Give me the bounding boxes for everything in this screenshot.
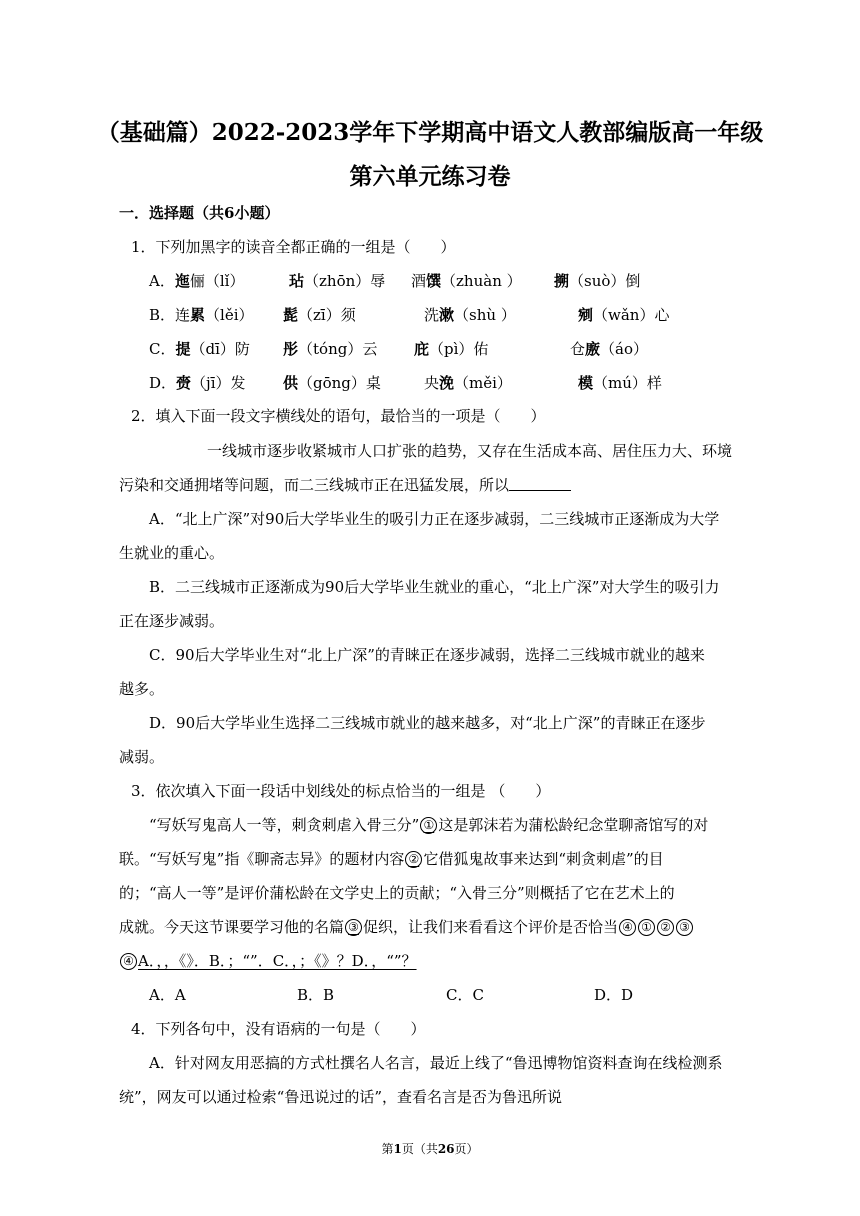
q3-passage-line4 [119,916,694,937]
q3-passage-line1 [149,814,708,835]
q1-d-pinyin2: （gōng）桌 [298,374,381,392]
q1-a-char2: 玷 [289,272,305,290]
footer-pre: 第 [381,1142,394,1156]
q2-passage-line2 [119,474,571,495]
title-line-1: （基础篇）2022-2023学年下学期高中语文人教部编版高一年级 [96,119,764,146]
title-line-2: 第六单元练习卷 [349,163,511,190]
q1-b-char4: 剜 [578,306,594,324]
footer-page-number: 1 [393,1142,402,1156]
q3-l1b: 这是郭沫若为蒲松龄纪念堂聊斋馆写的对 [438,816,709,834]
q1-a-pinyin3: （zhuàn ） [441,272,522,290]
q3-stem: 3．依次填入下面一段话中划线处的标点恰当的一组是 （ ） [131,782,551,800]
footer-total-pages: 26 [437,1142,455,1156]
q3-option-c: C．C [446,986,484,1004]
q2-answer-blank [509,476,571,491]
q1-d-pinyin3: （měi） [454,374,512,392]
q3-option-d: D．D [594,986,634,1004]
q2-option-c-line1: C．90后大学毕业生对“北上广深”的青睐正在逐步减弱，选择二三线城市就业的越来 [149,646,705,664]
q3-circle-5: ① [638,919,655,936]
q1-stem: 1．下列加黑字的读音全都正确的一组是（ ） [131,238,456,256]
q1-d-pinyin4: （mú）样 [593,374,662,392]
q1-d-char1: 赍 [176,374,192,392]
q1-d-label: D． [149,374,177,392]
q3-circle-8: ④ [120,953,137,970]
q1-a-pinyin2: （zhōn）辱 [304,272,386,290]
q2-option-d-line2: 减弱。 [119,748,165,766]
q1-d-char2: 供 [283,374,299,392]
q3-blank-2: ② [405,851,422,868]
q2-option-a-line2: 生就业的重心。 [119,544,225,562]
q1-c-char4: 廒 [585,340,601,358]
q4-stem: 4．下列各句中，没有语病的一句是（ ） [131,1020,426,1038]
q3-circle-6: ② [657,919,674,936]
q4-option-a-line1: A．针对网友用恶搞的方式杜撰名人名言，最近上线了“鲁迅博物馆资料查询在线检测系 [149,1054,723,1072]
q3-blank-3: ③ [345,919,362,936]
q2-option-d-line1: D．90后大学毕业生选择二三线城市就业的越来越多，对“北上广深”的青睐正在逐步 [149,714,706,732]
q3-l4a: 成就。今天这节课要学习他的名篇 [119,918,345,936]
q1-a-pinyin1: 俪（lǐ） [189,272,245,290]
q1-a-char1: 迤 [174,272,190,290]
q2-option-a-line1: A．“北上广深”对90后大学毕业生的吸引力正在逐步减弱，二三线城市正逐渐成为大学 [149,510,720,528]
q1-b-char2: 髭 [283,306,299,324]
q3-l1a: “写妖写鬼高人一等，刺贪刺虐入骨三分” [149,816,420,834]
q3-blank-1: ① [420,817,437,834]
q1-b-pinyin1: （lěi） [205,306,254,324]
q1-c-label: C． [149,340,176,358]
q1-c-pre4: 仓 [570,340,586,358]
q1-d-pre3: 央 [424,374,440,392]
q2-option-b-line1: B．二三线城市正逐渐成为90后大学毕业生就业的重心，“北上广深”对大学生的吸引力 [149,578,720,596]
q2-option-b-line2: 正在逐步减弱。 [119,612,225,630]
q3-circle-7: ③ [676,919,693,936]
q3-l4b: 促织，让我们来看看这个评价是否恰当 [363,918,619,936]
q1-a-char4: 搠 [554,272,570,290]
page-footer [0,1140,860,1157]
q3-passage-line2 [119,848,664,869]
q1-a-pinyin4: （suò）倒 [569,272,641,290]
q1-c-char1: 提 [175,340,191,358]
q1-c-pinyin3: （pì）佑 [429,340,489,358]
q1-a-label: A． [149,272,175,290]
q1-d-char4: 模 [578,374,594,392]
q1-b-pinyin3: （shù ） [454,306,516,324]
q3-l2b: 它借狐鬼故事来达到“刺贪刺虐”的目 [423,850,664,868]
q4-option-a-line2: 统”，网友可以通过检索“鲁迅说过的话”，查看名言是否为鲁迅所说 [119,1088,563,1106]
q1-a-char3: 馔 [426,272,442,290]
q1-d-char3: 浼 [439,374,455,392]
footer-mid: 页（共 [401,1142,438,1156]
q2-option-c-line2: 越多。 [119,680,165,698]
q1-c-char2: 彤 [283,340,299,358]
footer-post: 页） [454,1142,479,1156]
q3-option-b: B．B [297,986,335,1004]
q3-passage-line5 [119,950,417,971]
q1-a-pre3: 酒 [411,272,427,290]
q1-b-pinyin4: （wǎn）心 [593,306,670,324]
q2-passage-line2-text: 污染和交通拥堵等问题，而二三线城市正在迅猛发展，所以 [119,476,510,494]
q1-b-pre3: 洗 [424,306,440,324]
q1-c-pinyin2: （tóng）云 [298,340,378,358]
q3-option-a: A．A [149,986,186,1004]
q3-l5: A．，，《》．B．；“”．C．，；《》？D．，“”？ [138,952,417,970]
q2-stem: 2．填入下面一段文字横线处的语句，最恰当的一项是（ ） [131,407,546,425]
q3-l2a: 联。“写妖写鬼”指《聊斋志异》的题材内容 [119,850,405,868]
q1-b-label: B．连 [149,306,191,324]
q1-c-char3: 庇 [414,340,430,358]
section-heading: 一．选择题（共6小题） [119,204,280,222]
q1-b-char1: 累 [190,306,206,324]
q1-c-pinyin1: （dī）防 [190,340,250,358]
q3-passage-line3: 的；“高人一等”是评价蒲松龄在文学史上的贡献；“入骨三分”则概括了它在艺术上的 [119,884,675,902]
q1-b-char3: 漱 [439,306,455,324]
q1-d-pinyin1: （jī）发 [191,374,246,392]
q3-circle-4: ④ [619,919,636,936]
q2-passage-line1: 一线城市逐步收紧城市人口扩张的趋势，又存在生活成本高、居住压力大、环境 [207,442,733,460]
q1-b-pinyin2: （zī）须 [298,306,356,324]
q1-c-pinyin4: （áo） [600,340,649,358]
